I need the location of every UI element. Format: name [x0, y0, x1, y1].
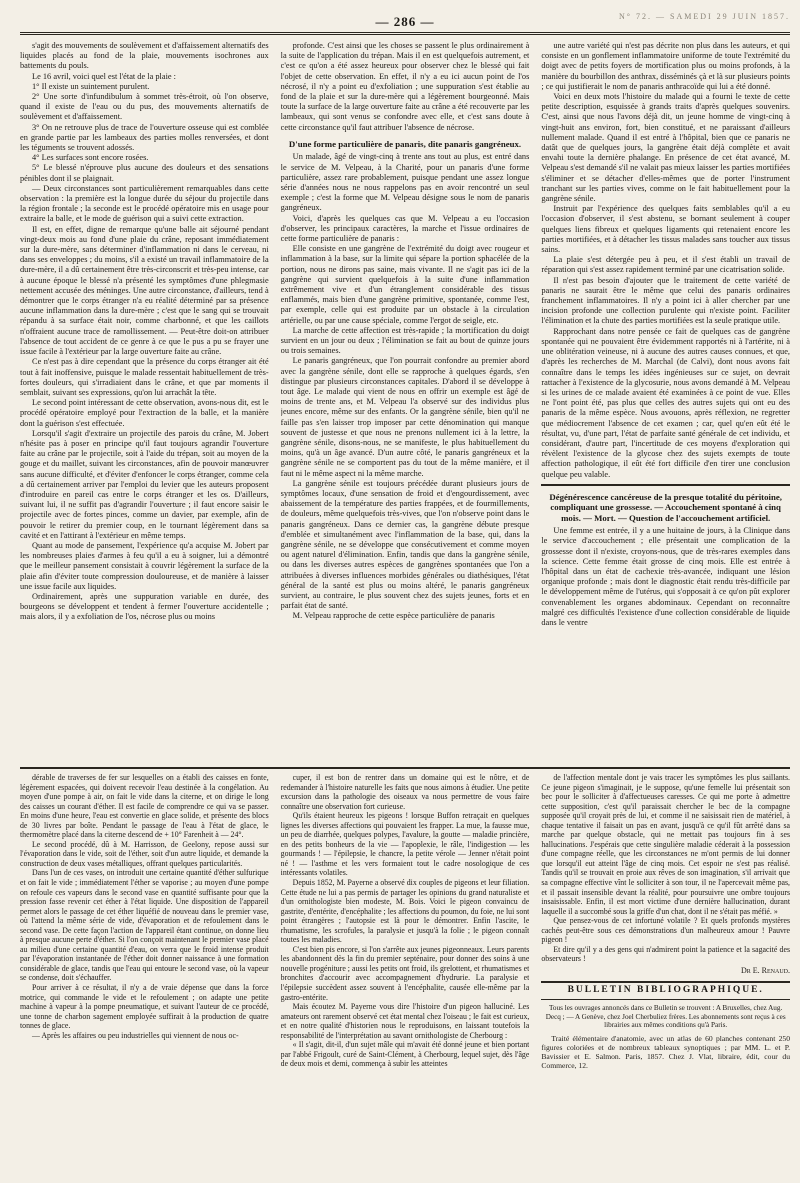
paragraph: Mais écoutez M. Payerne vous dire l'histoire d'un pigeon halluciné. Les amateurs ont rarement observé cet état mental chez l'oiseau ; le fait est curieux, et en notre qualité d'historien nous le reproduisons, en laissant toutefois la responsabilité de l'interprétation au savant ornithologiste de Cherbourg :	[280, 1002, 530, 1040]
upper-column-3	[541, 41, 790, 763]
paragraph: Ordinairement, après une suppuration variable en durée, des bourgeons se développent et tendent à fermer l'ouverture accidentelle ; mais alors, il y a exfoliation de l'os, nécrose plus ou moins	[20, 591, 269, 622]
paragraph: La plaie s'est détergée peu à peu, et il s'est établi un travail de réparation qui s'est assez rapidement terminé par une cicatrisation solide.	[541, 255, 790, 275]
paragraph: 4° Les surfaces sont encore rosées.	[32, 153, 149, 163]
paragraph: Que pensez-vous de cet infortuné volatile ? Et quels profonds mystères cachés peut-être sous ces démonstrations d'un malheureux amour ! Pauvre pigeon !	[541, 916, 790, 945]
paragraph: — Après les affaires ou peu industrielles qui viennent de nous oc-	[32, 1030, 239, 1040]
paragraph: La gangrène sénile est toujours précédée durant plusieurs jours de symptômes locaux, d'une sensation de froid et d'engourdissement, avec abaissement de la température des parties frappées, et de fourmillements, de douleurs, même quelquefois très-vives, que l'on n'observe point dans le panaris gangréneux. Dans ce dernier cas, la gangrène débute presque d'emblée et simultanément avec l'inflammation de la base, qui, dans la gangrène sénile, ne se développe que consécutivement et comme moyen ou agent naturel d'élimination. Enfin, tandis que dans la gangrène sénile, ou dans les diverses autres espèces de gangrènes spontanées que l'on a attribuées à diverses influences morbides générales ou diathésiques, l'état général de la santé est plus ou moins altéré, le panaris gangréneux survient, au contraire, le plus souvent chez des sujets jeunes, forts et en parfait état de santé.	[280, 478, 530, 611]
signature-text: Dr E. Renaud.	[741, 965, 790, 975]
paragraph: Lorsqu'il s'agit d'extraire un projectile des parois du crâne, M. Jobert n'hésite pas à poser en principe qu'il faut toujours agrandir l'ouverture faite au crâne par le projectile, soit à l'aide du trépan, soit au moyen de la gouge et du maillet, suivant les circonstances, afin de pouvoir manœuvrer sans aucune difficulté, et d'éviter d'enfoncer le corps étranger, comme cela a dû certainement arriver par l'emploi du levier que les auteurs proposent d'introduire en pareil cas entre le corps étranger et les os. D'ailleurs, suivant lui, il ne suffit pas d'agrandir l'ouverture ; il faut encore saisir le projectile avec de fortes pinces, comme un davier, par exemple, afin de pouvoir le retirer du premier coup, en le tournant légèrement dans sa cavité et en l'attirant à l'extérieur en même temps.	[20, 428, 269, 540]
paragraph: La marche de cette affection est très-rapide ; la mortification du doigt survient en un jour ou deux ; l'élimination se fait au bout de quinze jours ou trois semaines.	[280, 325, 530, 356]
lower-col-3-paragraphs	[541, 773, 790, 964]
paragraph: de l'affection mentale dont je vais tracer les symptômes les plus saillants. Ce jeune pigeon s'imaginait, je le suppose, qu'une femelle lui présentait son bec pour le solliciter à d'affectueuses caresses. Ce qui me porte à admettre cette supposition, c'est qu'il paraissait chercher le bec de la compagne supposée qu'il croyait près de lui, et comme il ne saisissait rien de matériel, à chaque tentative il faisait un pas en avant, jusqu'à ce qu'il fût arrêté dans sa marche par quelque obstacle, qui ne mettait pas toujours fin à ses hallucinations. J'espérais que cette singulière maladie céderait à la possession d'une compagne réelle, que les circonstances ne m'ont permis de lui donner que lorsqu'il eut atteint l'âge de cinq mois. Cet espoir ne s'est pas réalisé. Tandis qu'il se trouvait en proie aux rêves de son imagination, s'il arrivait que sa compagne effective vînt le solliciter à son tour, il ne l'apercevait même pas, et il passait insensible devant la réalité, pour poursuivre une ombre toujours insaisissable. Enfin, il est mort victime d'une dernière hallucination, durant laquelle il a succombé sous la griffe d'un chat, dont il ne s'était pas méfié. »	[541, 773, 790, 916]
paragraph: Voici, d'après les quelques cas que M. Velpeau a eu l'occasion d'observer, les principaux caractères, la marche et l'issue ordinaires de cette forme particulière de panaris :	[280, 213, 530, 243]
paragraph: Le second procédé, dû à M. Harrisson, de Geelony, repose aussi sur l'évaporation dans le vide, soit de l'éther, soit d'un autre liquide, et demande la construction de deux vases métalliques, offrant quelques particularités.	[20, 839, 269, 868]
bibliography-entry: Traité élémentaire d'anatomie, avec un atlas de 60 planches contenant 250 figures coloriées et de nombreux tableaux synoptiques ; par MM. L. et P. Bavissier et E. Salmon. Paris, 1857. Chez J. Vlat, libraire, édit, cour du Commerce, 12.	[541, 1033, 790, 1071]
paragraph: Elle consiste en une gangrène de l'extrémité du doigt avec rougeur et inflammation à la base, sur la limite qui sépare la portion sphacélée de la portion, nous ne dirons pas saine, mais vivante. Il ne s'agit pas ici de la gangrène qui survient quelquefois à la suite d'une inflammation extrêmement vive et d'un étranglement considérable des tissus enflammés, mais bien d'une gangrène primitive, spontanée, comme l'est, par exemple, celle qui est produite par un obstacle à la circulation artérielle, ou par une cause spéciale, comme l'ergot de seigle, etc.	[280, 244, 530, 325]
paragraph: 2° Une sorte d'infundibulum à sommet très-étroit, où l'on observe, quand il existe de l'eau ou du pus, des mouvements alternatifs de soulèvement et d'affaissement.	[20, 92, 269, 122]
paragraph: Il n'est pas besoin d'ajouter que le traitement de cette variété de panaris ne saurait être le même que celui des panaris ordinaires franchement inflammatoires. Il n'y a point ici à aller chercher par une incision profonde une collection purulente qui n'existe point. Faciliter l'élimination et la chute des parties mortifiées est la seule pratique utile.	[541, 275, 790, 326]
peritoine-heading: Dégénérescence cancéreuse de la presque totalité du péritoine, compliquant une grossesse. — Accouchement spontané à cinq mois. — Mort. — Question de l'accouchement artificiel.	[549, 491, 782, 523]
bibliography-heading: BULLETIN BIBLIOGRAPHIQUE.	[541, 981, 790, 1000]
paragraph: une autre variété qui n'est pas décrite non plus dans les auteurs, et qui consiste en un gonflement inflammatoire uniforme de toute l'extrémité du doigt avec de petits foyers de mortification plus ou moins profonds, à la manière du bourbillon des anthrax, disséminés çà et là sur plusieurs points ; ce qui justifierait le nom de panaris anthracoïde qui lui a été donné.	[541, 41, 790, 91]
paragraph: Et dire qu'il y a des gens qui n'admirent point la patience et la sagacité des observateurs !	[541, 944, 790, 964]
page-header	[20, 12, 790, 35]
paragraph: Il est, en effet, digne de remarque qu'une balle ait séjourné pendant vingt-deux mois au fond d'une plaie du crâne, reposant immédiatement sur la dure-mère, sans déterminer d'inflammation ni dans le cerveau, ni dans ses enveloppes ; du moins, s'il a existé un travail inflammatoire de la dure-mère, il a dû certainement être très-circonscrit et très-peu intense, car à aucune époque le blessé n'a présenté les symptômes d'une phlegmasie nettement accusée des méninges. Une autre circonstance, d'ailleurs, tend à démontrer que le corps étranger n'a eu réalité déterminé par sa présence aucune inflammation dans la dure-mère ; c'est que le sang qui se trouvait répandu à sa surface était noir, comme charbonné, et que les caillots n'offraient aucune trace de ramollissement. — Peut-être doit-on attribuer l'absence de tout accident de ce genre à ce que le pus a pu se frayer une issue facile à l'extérieur par la large ouverture faite au crâne.	[20, 224, 269, 357]
lower-col-1-paragraphs	[20, 773, 269, 1040]
paragraph: M. Velpeau rapproche de cette espèce particulière de panaris	[292, 611, 495, 621]
paragraph: s'agit des mouvements de soulèvement et d'affaissement alternatifs des liquides placés au fond de la plaie, mouvements isochrones aux battements du pouls.	[20, 41, 269, 71]
paragraph: — Deux circonstances sont particulièrement remarquables dans cette observation : la première est la longue durée du séjour du projectile dans la région frontale ; la seconde est le procédé opératoire mis en usage pour extraire la balle, et le mode de guérison qui a suivi cette extraction.	[20, 183, 269, 224]
column-2-paragraphs	[281, 41, 530, 133]
column-3-divider	[541, 484, 790, 486]
upper-section	[20, 41, 790, 763]
upper-column-2	[281, 41, 530, 763]
paragraph: Pour arriver à ce résultat, il n'y a de vraie dépense que dans la force motrice, qui commande le vide et le refoulement ; on adapte une petite machine à vapeur à la pompe pneumatique, et suivant l'auteur de ce procédé, une tonne de charbon sagement employée suffirait à la production de quatre tonnes de glace.	[20, 983, 269, 1031]
paragraph: Quant au mode de pansement, l'expérience qu'a acquise M. Jobert par les nombreuses plaies d'armes à feu qu'il a eu à soigner, lui a démontré que le meilleur pansement consistait à couvrir légèrement la surface de la plaie afin d'éviter toute compression douloureuse, et de manière à laisser une issue facile aux liquides.	[20, 540, 269, 591]
paragraph: Instruit par l'expérience des quelques faits semblables qu'il a eu l'occasion d'observer, il s'est abstenu, se bornant seulement à couper quelques liens fibreux et quelques ligaments qui retenaient encore les parties mortifiées, et à détacher les tissus malades sans toucher aux tissus sains.	[541, 204, 790, 255]
paragraph: Qu'ils étaient heureux les pigeons ! lorsque Buffon retraçait en quelques lignes les diverses affections qui pouvaient les frapper. La mue, la fausse mue, un peu de diarrhée, quelques polypes, l'avalure, la goutte — maladie princière, en des petits bonheurs de la vie — l'apoplexie, le râle, l'indigestion — les gourmands ! — l'épilepsie, le chancre, la petite vérole — Jenner n'était point né ! — l'asthme et les vers formaient tout le cadre nosologique de ces intéressants volatiles.	[280, 811, 530, 878]
paragraph: Ce n'est pas à dire cependant que la présence du corps étranger ait été tout à fait inoffensive, puisque le malade ressentait habituellement de très-fortes douleurs, qui s'irradiaient dans le crâne, et que par moments il semblait, suivant ses expressions, qu'on lui arrachât la tête.	[20, 357, 269, 397]
paragraph: 1° Il existe un suintement purulent.	[32, 81, 150, 91]
column-2b-paragraphs	[281, 152, 530, 621]
panaris-heading: D'une forme particulière de panaris, dite panaris gangréneux.	[288, 138, 522, 149]
column-1-paragraphs	[20, 41, 269, 623]
lower-column-2	[281, 773, 530, 1183]
author-signature	[541, 966, 790, 976]
paragraph: Voici en deux mots l'histoire du malade qui a fourni le texte de cette petite description, esquissée à grands traits d'après quelques souvenirs. C'est, ainsi que nous l'avons déjà dit, un jeune homme de vingt-cinq à vingt-huit ans environ, fort, bien constitué, et ne paraissant d'ailleurs nullement malade. Quand il est entré à l'hôpital, bien que ce panaris ne datât que de quelques jours, la gangrène était déjà complète et avait envahi toute la dernière phalange. En présence de cet état avancé, M. Velpeau s'est demandé s'il ne valait pas mieux laisser les parties mortifiées s'éliminer et se détacher d'elles-mêmes que de porter l'instrument tranchant sur les parties vives, comme on le fait habituellement pour la gangrène sénile.	[541, 92, 790, 204]
paragraph: Le second point intéressant de cette observation, avons-nous dit, est le procédé opératoire employé pour l'extraction de la balle, et la manière dont la guérison s'est effectuée.	[20, 398, 269, 428]
paragraph: Un malade, âgé de vingt-cinq à trente ans tout au plus, est entré dans le service de M. Velpeau, à la Charité, pour un panaris d'une forme particulière, assez rare probablement, puisque pendant une assez longue série d'années nous ne nous rappelons pas en avoir rencontré un seul exemple ; c'est la forme que M. Velpeau désigne sous le nom de panaris gangréneux.	[280, 152, 530, 213]
paragraph: Le 16 avril, voici quel est l'état de la plaie :	[32, 71, 176, 81]
column-3-paragraphs	[541, 41, 790, 480]
upper-column-1	[20, 41, 269, 763]
paragraph: cuper, il est bon de rentrer dans un domaine qui est le nôtre, et de redemander à l'histoire naturelle les faits que nous aimons à étudier. Une petite excursion dans la pathologie des oiseaux va nous permettre de vous faire connaître une observation fort curieuse.	[280, 773, 530, 811]
paragraph: Rapprochant dans notre pensée ce fait de quelques cas de gangrène spontanée qui ne pouvaient être évidemment rapportés ni à l'artérite, ni à une oblitération veineuse, ni à aucune des autres causes connues, et que, d'après les recherches de M. Marchal (de Calvi), dont nous avons fait connaître dans le temps les idées ingénieuses sur ce sujet, on devrait rattacher à l'existence de la glycosurie, nous avons demandé à M. Velpeau si les urines de ce malade avaient été examinées à ce point de vue. Elles ne l'ont point été, pas plus que celles des autres sujets qui ont eu des panaris de la même espèce. Nous avouons, après réflexion, ne regretter que médiocrement l'absence de cet examen ; car, quel qu'en eût été le résultat, vu, d'une part, l'état de parfaite santé générale de cet individu, et considérant, d'autre part, l'incertitude de ces moyens d'exploration qui révèlent l'existence de la glycose chez des sujets exempts de toute affection pathologique, il eût été fort difficile d'en tirer une conclusion quelque peu valable.	[541, 326, 790, 479]
paragraph: Depuis 1852, M. Payerne a observé dix couples de pigeons et leur filiation. Cette étude ne lui a pas permis de partager les opinions du grand naturaliste et d'un ornithologiste bien modeste, M. Bois. Voici le pigeon convaincu de gastrite, d'entérite, d'encéphalite ; les affections du poumon, du foie, ne lui sont point étrangères ; l'autopsie est là pour le démontrer. Enfin l'ascite, le rhumatisme, les scrofules, la paralysie et jusqu'à la folie ; le pigeon connaît toutes les maladies.	[280, 878, 530, 945]
column-3b-paragraphs	[541, 526, 790, 628]
lower-col-2-paragraphs	[281, 773, 530, 1069]
paragraph: dérable de traverses de fer sur lesquelles on a établi des caisses en fonte, légèrement espacées, qui doivent recevoir l'eau destinée à la congélation. Au moyen d'une pompe à air, on fait le vide dans la citerne, et on dirige le long des caisses un courant d'éther. Il est facile de comprendre ce qui va se passer. En moins d'une heure, l'eau est convertie en glace solide, et présente des blocs de 30 livres par boîte. Pendant le passage de l'eau à l'état de glace, le thermomètre placé dans la citerne descend de + 10° Farenheit à — 24°.	[20, 773, 269, 840]
section-divider	[20, 767, 790, 769]
bibliography-note: Tous les ouvrages annoncés dans ce Bulletin se trouvent : A Bruxelles, chez Aug. Decq ; — A Genève, chez Joel Cherbuliez frères. Les abonnements sont reçus à ces librairies aux mêmes conditions qu'à Paris.	[545, 1004, 786, 1030]
header-ghost-text: N° 72. — SAMEDI 29 JUIN 1857.	[619, 12, 790, 21]
paragraph: Dans l'un de ces vases, on introduit une certaine quantité d'éther sulfurique et on fait le vide ; immédiatement l'éther se vaporise ; au moyen d'une pompe on refoule ces vapeurs dans le second vase en quantité suffisante pour que la pression fasse revenir cet éther à l'état liquide. Une disposition de l'appareil permet alors le passage de cet éther liquéfié de nouveau dans le premier vase, où l'attend la même série de vide, d'évaporation et de refoulement dans le second vase. De cette façon l'action de l'appareil étant continue, on donne lieu à presque aucune perte d'éther. Si l'on conçoit maintenant le premier vase placé au milieu d'une certaine quantité d'eau, on verra que le froid intense produit par l'évaporation instantanée de l'éther doit donner naissance à une formation considérable de glace, tandis que l'eau qui entoure le second vase, où la vapeur se condense, doit s'échauffer.	[20, 868, 269, 983]
paragraph: 3° On ne retrouve plus de trace de l'ouverture osseuse qui est comblée en grande partie par les lambeaux des parties molles renversées, et dont les téguments se trouvent adossés.	[20, 122, 269, 153]
lower-column-1	[20, 773, 269, 1183]
page-number: — 286 —	[375, 14, 435, 29]
paragraph: Une femme est entrée, il y a une huitaine de jours, à la Clinique dans le service d'accouchement ; elle présentait une complication de la grossesse dont il n'existe, croyons-nous, que de très-rares exemples dans la science. Cette femme était grosse de cinq mois. Elle est entrée à l'hôpital dans un état de cachexie très-avancée, indiquant une lésion organique profonde ; mais dont le diagnostic était rendu très-difficile par le développement même de l'utérus, qui s'opposait à ce qu'on pût explorer convenablement les organes abdominaux. Cependant on reconnaître malgré ces difficultés l'existence d'une collection considérable de liquide dans le ventre	[541, 526, 790, 628]
paragraph: profonde. C'est ainsi que les choses se passent le plus ordinairement à la suite de l'application du trépan. Mais il en est quelquefois autrement, et c'est ce qu'on a été assez heureux pour observer chez le blessé qui fait l'objet de cette observation. En effet, il n'y a eu ici aucun point de l'os nécrosé, il n'y a point eu d'exfoliation ; une suppuration s'est établie au fond de la plaie et sur la dure-mère qui a légèrement bourgeonné. Mais toute la surface de la large ouverture faite au crâne a été recouverte par les lambeaux, qui sont venus se confondre avec elle, et c'est sans doute à cette circonstance qu'il faut attribuer l'absence de nécrose.	[280, 41, 530, 132]
lower-section	[20, 773, 790, 1183]
paragraph: Le panaris gangréneux, que l'on pourrait confondre au premier abord avec la gangrène sénile, dont elle se rapproche à quelques égards, s'en distingue par plusieurs circonstances capitales. D'abord il se développe à tout âge. Le malade qui vient de nous en offrir un exemple est âgé de moins de trente ans, et M. Velpeau l'a observé sur des individus plus jeunes encore, même sur des enfants. Or la gangrène sénile, bien qu'il ne faille pas s'en laisser trop imposer par cette dénomination qui manque souvent de justesse et que nous ne prenons nullement ici à la lettre, la gangrène sénile, disons-nous, ne se manifeste, le plus habituellement du moins, qu'à un âge avancé. D'un autre côté, le panaris gangréneux et la gangrène sénile ne se comportent pas du tout de la même manière, et il faut ni le même aspect ni la même marche.	[280, 356, 530, 478]
paragraph: C'est bien pis encore, si l'on s'arrête aux jeunes pigeonneaux. Leurs parents les abandonnent dès la fin du premier septénaire, pour donner des soins à une nouvelle progéniture ; aussi les petits ont froid, ils grelottent, et rhumatismes et bronchites d'accourir avec accompagnement d'hydrurie. La paralysie et l'épilepsie succèdent assez souvent à l'encéphalite, causée elle-même par la gastro-entérite.	[280, 944, 530, 1002]
paragraph: 5° Le blessé n'éprouve plus aucune des douleurs et des sensations pénibles dont il se plaignait.	[20, 163, 269, 183]
lower-column-3	[541, 773, 790, 1183]
paragraph: « Il s'agit, dit-il, d'un sujet mâle qui m'avait été donné jeune et bien portant par l'abbé Frigoult, curé de Saint-Clément, à Cherbourg, lequel sujet, dès l'âge de deux mois et demi, commença à subir les atteintes	[280, 1040, 530, 1069]
